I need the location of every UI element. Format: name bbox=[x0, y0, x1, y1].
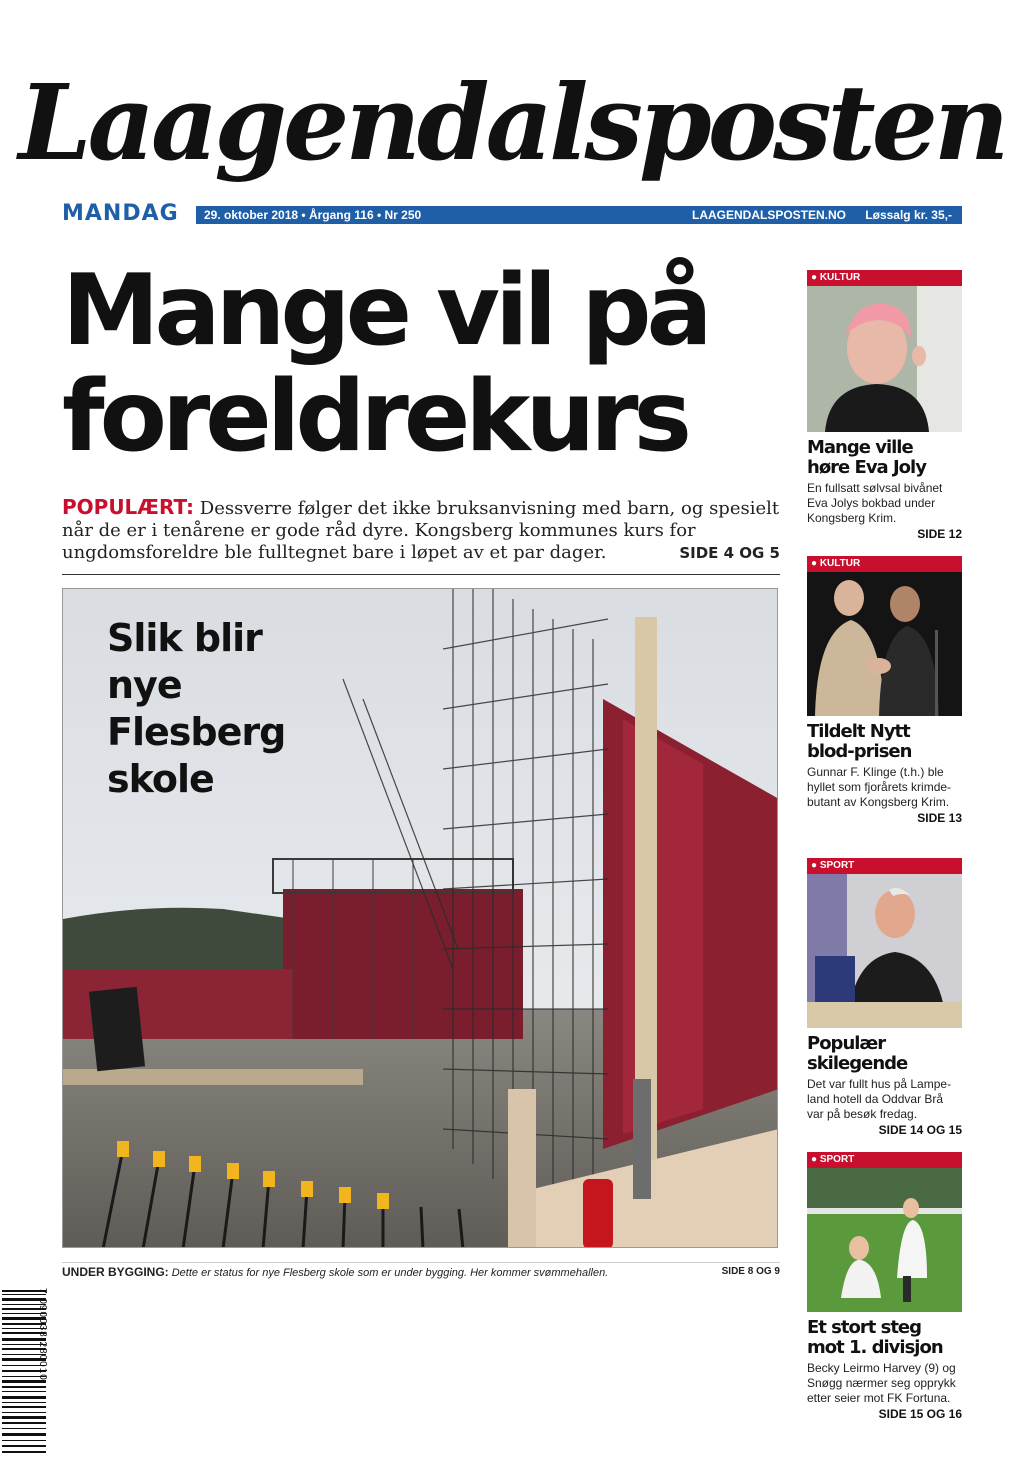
photo-headline-line-3: Flesberg bbox=[107, 710, 286, 754]
teaser-title-line-2: skilegende bbox=[807, 1053, 908, 1074]
photo-headline bbox=[107, 615, 367, 803]
teaser-eva-joly[interactable] bbox=[807, 270, 962, 541]
teaser-page-ref[interactable]: SIDE 13 bbox=[917, 811, 962, 825]
teaser-photo bbox=[807, 572, 962, 716]
dateline-bar: 29. oktober 2018 • Årgang 116 • Nr 250 LAAGENDALSPOSTEN.NO Løssalg kr. 35,- bbox=[196, 206, 962, 224]
teaser-section-text: KULTUR bbox=[819, 558, 861, 569]
photo-headline-line-4: skole bbox=[107, 757, 214, 801]
photo-caption bbox=[62, 1262, 780, 1280]
photo-page-ref[interactable]: SIDE 8 OG 9 bbox=[721, 1266, 780, 1277]
lead-page-ref[interactable]: SIDE 4 OG 5 bbox=[679, 544, 780, 562]
teaser-title-line-2: høre Eva Joly bbox=[807, 457, 926, 478]
teaser-title-line-1: Mange ville bbox=[807, 437, 913, 458]
teaser-photo bbox=[807, 286, 962, 432]
teaser-oddvar-bra[interactable] bbox=[807, 858, 962, 1137]
lede-text: Dessverre følger det ikke bruksanvisning med barn, og spesielt når de er i tenårene er gode råd dyre. Kongsberg kommunes kurs for ungdomsforeldre ble fulltegnet bare i løpet av et par dager. bbox=[62, 498, 780, 563]
photo-headline-line-2: nye bbox=[107, 663, 182, 707]
headline-line-2: foreldrekurs bbox=[62, 360, 687, 474]
teaser-section-label: ● SPORT bbox=[807, 858, 962, 874]
teaser-section-label: ● KULTUR bbox=[807, 270, 962, 286]
caption-text: Dette er status for nye Flesberg skole som er under bygging. Her kommer svømmehallen. bbox=[171, 1267, 609, 1279]
teaser-page-ref[interactable]: SIDE 14 OG 15 bbox=[878, 1123, 962, 1137]
teaser-snogg[interactable] bbox=[807, 1152, 962, 1421]
website-link[interactable]: LAAGENDALSPOSTEN.NO bbox=[692, 208, 847, 222]
football-illustration bbox=[807, 1168, 962, 1312]
barcode-number: 7 090038 280010 bbox=[37, 1288, 48, 1381]
teaser-title bbox=[807, 1318, 962, 1358]
teaser-section-text: SPORT bbox=[819, 860, 855, 871]
teaser-photo bbox=[807, 1168, 962, 1312]
teaser-title bbox=[807, 438, 962, 478]
lead-headline[interactable] bbox=[62, 254, 782, 474]
teaser-title-line-1: Et stort steg bbox=[807, 1317, 922, 1338]
award-illustration bbox=[807, 572, 962, 716]
barcode bbox=[2, 1288, 60, 1456]
teaser-page-ref[interactable]: SIDE 12 bbox=[917, 527, 962, 541]
photo-headline-line-1: Slik blir bbox=[107, 616, 262, 660]
teaser-photo bbox=[807, 874, 962, 1028]
teaser-title bbox=[807, 1034, 962, 1074]
teaser-title-line-2: blod-prisen bbox=[807, 741, 912, 762]
teaser-body: En fullsatt sølvsal bivånet Eva Jolys bokbad under Kongsberg Krim. bbox=[807, 481, 943, 525]
lead-lede bbox=[62, 496, 780, 564]
teaser-section-label: ● KULTUR bbox=[807, 556, 962, 572]
teaser-title bbox=[807, 722, 962, 762]
teaser-section-text: SPORT bbox=[819, 1154, 855, 1165]
teaser-page-ref[interactable]: SIDE 15 OG 16 bbox=[878, 1407, 962, 1421]
construction-photo[interactable] bbox=[62, 588, 778, 1248]
divider bbox=[62, 574, 780, 575]
dateline bbox=[62, 201, 962, 226]
headline-line-1: Mange vil på bbox=[62, 254, 708, 368]
portrait-illustration bbox=[807, 286, 962, 432]
issue-date: 29. oktober 2018 bbox=[204, 208, 299, 222]
issue-number: Nr 250 bbox=[384, 208, 422, 222]
teaser-body: Det var fullt hus på Lampe-land hotell da Oddvar Brå var på besøk fredag. bbox=[807, 1077, 952, 1121]
teaser-body: Becky Leirmo Harvey (9) og Snøgg nærmer seg opprykk etter seier mot FK Fortuna. bbox=[807, 1361, 956, 1405]
teaser-body: Gunnar F. Klinge (t.h.) ble hyllet som fjorårets krimde-butant av Kongsberg Krim. bbox=[807, 765, 952, 809]
skier-illustration bbox=[807, 874, 962, 1028]
caption-label: UNDER BYGGING: bbox=[62, 1265, 169, 1279]
masthead-logo: Laagendalsposten bbox=[18, 61, 1006, 184]
teaser-nytt-blod[interactable] bbox=[807, 556, 962, 825]
teaser-section-label: ● SPORT bbox=[807, 1152, 962, 1168]
weekday: MANDAG bbox=[62, 201, 179, 226]
teaser-title-line-1: Populær bbox=[807, 1033, 886, 1054]
teaser-title-line-2: mot 1. divisjon bbox=[807, 1337, 943, 1358]
price: Løssalg kr. 35,- bbox=[865, 208, 952, 222]
teaser-title-line-1: Tildelt Nytt bbox=[807, 721, 910, 742]
teaser-section-text: KULTUR bbox=[819, 272, 861, 283]
edition-year: Årgang 116 bbox=[308, 208, 374, 222]
lede-kicker: POPULÆRT: bbox=[62, 495, 195, 519]
